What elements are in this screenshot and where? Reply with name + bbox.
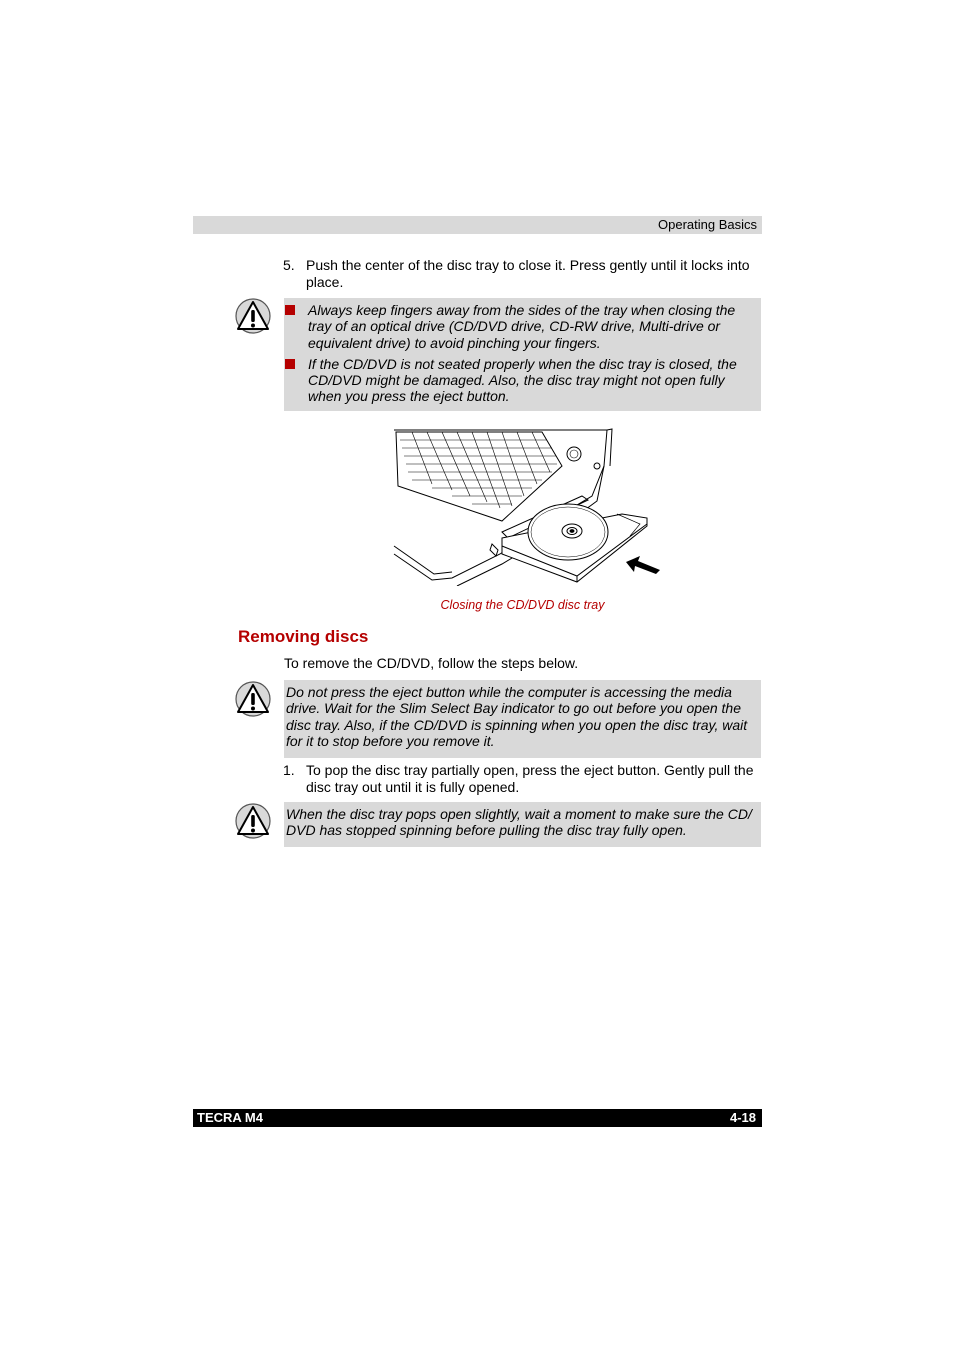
step-1 bbox=[283, 762, 763, 796]
bullet-square-icon bbox=[285, 359, 295, 369]
step-5 bbox=[283, 257, 763, 291]
caution-note bbox=[284, 680, 761, 758]
warning-triangle-icon bbox=[235, 803, 271, 839]
warning-triangle-icon bbox=[235, 298, 271, 334]
figure-caption: Closing the CD/DVD disc tray bbox=[440, 598, 605, 612]
step-text: To pop the disc tray partially open, press the eject button. Gently pull the disc tray out until it is fully opened. bbox=[306, 762, 754, 795]
running-header bbox=[193, 216, 762, 234]
caution-bullet bbox=[284, 356, 753, 405]
warning-triangle-icon bbox=[235, 681, 271, 717]
caution-text: Do not press the eject button while the computer is accessing the media drive. Wait for the Slim Select Bay indicator to go out before you open the disc tray. Also, if the CD/DVD is spinning when you open the disc tray, wait for it to stop before you remove it. bbox=[286, 684, 748, 749]
bullet-square-icon bbox=[285, 305, 295, 315]
running-footer bbox=[193, 1109, 762, 1127]
step-number: 1. bbox=[283, 762, 295, 778]
page-number: 4-18 bbox=[729, 1110, 756, 1125]
caution-note bbox=[284, 802, 761, 847]
caution-text: Always keep fingers away from the sides of the tray when closing the tray of an optical drive (CD/DVD drive, CD-RW drive, Multi-drive or equivalent drive) to avoid pinching your fingers. bbox=[308, 302, 736, 351]
footer-model: TECRA M4 bbox=[197, 1110, 263, 1125]
section-intro: To remove the CD/DVD, follow the steps below. bbox=[284, 655, 579, 671]
step-number: 5. bbox=[283, 257, 295, 273]
section-heading: Removing discs bbox=[238, 627, 369, 646]
caution-bullet bbox=[284, 302, 753, 351]
header-section-title: Operating Basics bbox=[658, 217, 757, 232]
caution-note bbox=[284, 298, 761, 411]
caution-text: When the disc tray pops open slightly, wait a moment to make sure the CD/ DVD has stopped spinning before pulling the disc tray fully open. bbox=[286, 806, 752, 839]
caution-text: If the CD/DVD is not seated properly when the disc tray is closed, the CD/DVD might be damaged. Also, the disc tray might not open fully when you press the eject button. bbox=[308, 355, 737, 405]
laptop-disc-tray-illustration bbox=[392, 426, 664, 586]
step-text: Push the center of the disc tray to close it. Press gently until it locks into place. bbox=[306, 257, 750, 290]
